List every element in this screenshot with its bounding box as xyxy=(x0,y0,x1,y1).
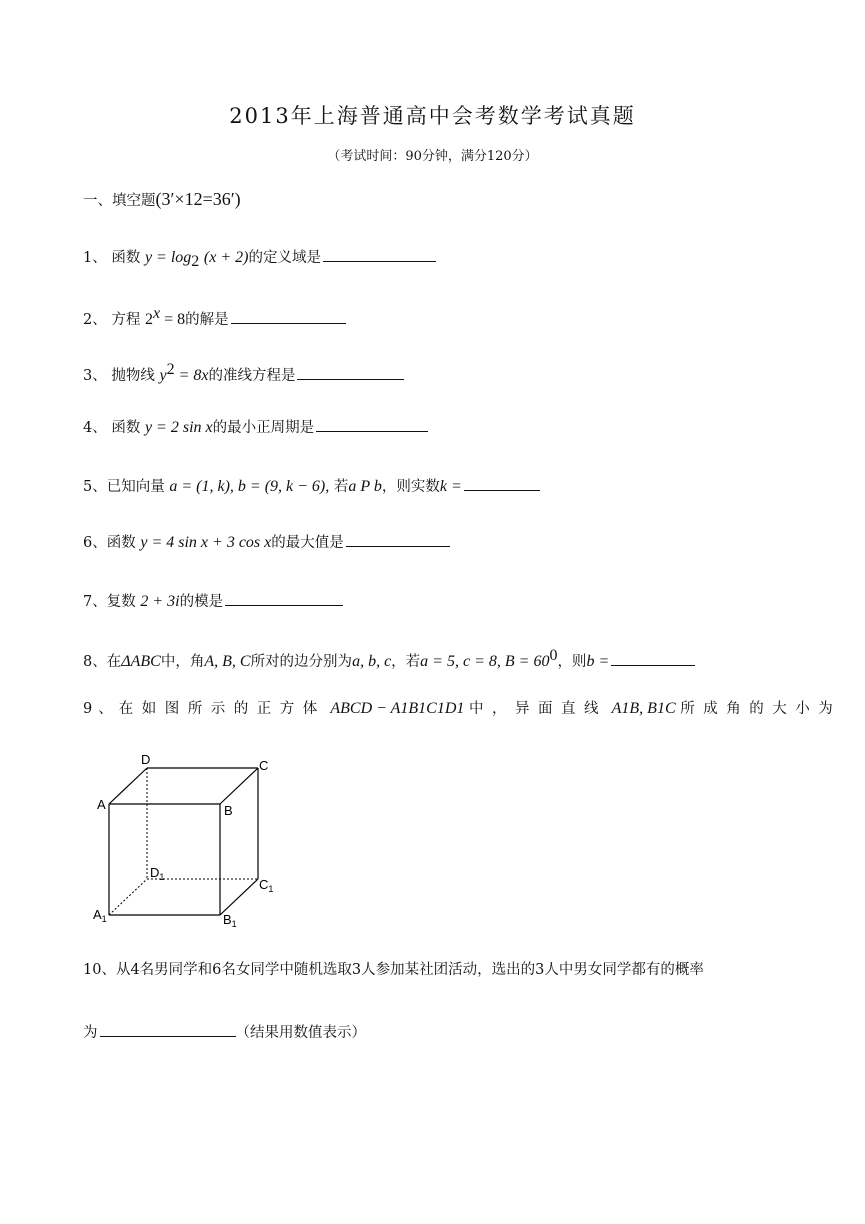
question-number: 4、 xyxy=(83,420,107,436)
question-number: 8、 xyxy=(83,653,107,670)
math-expression: y = log xyxy=(144,249,192,266)
answer-blank[interactable] xyxy=(297,361,404,380)
math-expression: A1B, B1C xyxy=(611,700,676,717)
vertex-label-C1: $C_1$ xyxy=(259,877,274,894)
question-text: 的模是 xyxy=(179,594,224,610)
question-8 xyxy=(83,644,695,674)
question-text: 若 xyxy=(333,479,349,495)
math-expression: a P b xyxy=(348,478,382,495)
section-heading xyxy=(83,187,241,213)
question-text: 中，异面直线 xyxy=(469,701,608,717)
question-number: 2、 xyxy=(83,311,107,328)
section-prefix: 一、填空题 xyxy=(83,193,156,209)
question-4 xyxy=(83,413,428,440)
answer-blank[interactable] xyxy=(231,305,346,324)
question-text: 的准线方程是 xyxy=(208,367,296,384)
question-text: 从4名男同学和6名女同学中随机选取3人参加某社团活动，选出的3人中男女同学都有的概率 xyxy=(115,962,704,978)
exam-info: （考试时间：90分钟，满分120分） xyxy=(327,149,538,164)
vertex-label-B1: $B_1$ xyxy=(223,912,237,929)
math-expression: b = xyxy=(586,652,610,670)
math-subscript: 2 xyxy=(191,252,200,270)
question-text: （结果用数值表示） xyxy=(235,1025,366,1041)
vertex-label-A: A xyxy=(97,797,106,812)
vertex-label-A1: $A_1$ xyxy=(93,907,107,924)
math-superscript: x xyxy=(152,305,161,322)
question-text: 抛物线 xyxy=(111,367,155,384)
question-number: 7、 xyxy=(83,594,107,610)
question-number: 5、 xyxy=(83,479,107,495)
edge-BC xyxy=(220,768,258,804)
math-expression: y = 2 sin x xyxy=(144,419,213,436)
cube-diagram xyxy=(88,750,288,935)
question-10 xyxy=(83,958,704,982)
math-superscript: 2 xyxy=(166,361,175,378)
math-expression: ΔABC xyxy=(121,652,161,670)
question-7 xyxy=(83,587,343,614)
question-text: 的最大值是 xyxy=(271,535,344,551)
question-text: 函数 xyxy=(106,535,136,551)
question-number: 9、 xyxy=(83,701,119,717)
question-text: 方程 xyxy=(111,311,141,328)
question-number: 3、 xyxy=(83,367,107,384)
edge-AD xyxy=(109,768,147,804)
question-number: 1、 xyxy=(83,250,107,266)
cube-figure xyxy=(88,750,288,935)
math-expression: 2 + 3i xyxy=(140,593,180,610)
answer-blank[interactable] xyxy=(225,587,343,606)
math-expression: (x + 2) xyxy=(203,249,249,266)
answer-blank[interactable] xyxy=(316,413,428,432)
vertex-label-D1: $D_1$ xyxy=(150,865,165,882)
page-title: 2013年上海普通高中会考数学考试真题 xyxy=(229,104,636,128)
question-text: 已知向量 xyxy=(106,479,165,495)
answer-blank[interactable] xyxy=(611,647,695,666)
vertex-label-C: C xyxy=(259,758,269,773)
question-text: ，则 xyxy=(557,653,587,670)
question-text: 的定义域是 xyxy=(248,250,321,266)
math-expression: a = (1, k), b = (9, k − 6), xyxy=(169,478,330,495)
section-score: (3′×12=36′) xyxy=(155,189,241,209)
question-2 xyxy=(83,302,346,332)
question-text: 复数 xyxy=(106,594,136,610)
math-expression: ABCD − A1B1C1D1 xyxy=(330,700,465,717)
question-text: 的解是 xyxy=(185,311,229,328)
answer-blank[interactable] xyxy=(464,472,540,491)
question-text: 所成角的大小为 xyxy=(680,701,842,717)
question-text: ，则实数 xyxy=(381,479,440,495)
vertex-label-B: B xyxy=(224,803,233,818)
answer-blank[interactable] xyxy=(100,1018,236,1037)
question-1 xyxy=(83,243,436,274)
question-text: 在 xyxy=(106,653,122,670)
question-9 xyxy=(83,697,842,721)
math-expression: a = 5, c = 8, B = 60 xyxy=(420,652,550,670)
math-superscript: 0 xyxy=(549,647,558,664)
edge-A1D1-hidden xyxy=(109,879,147,915)
question-text: 的最小正周期是 xyxy=(212,420,315,436)
question-10-line2 xyxy=(83,1018,366,1045)
question-6 xyxy=(83,528,450,555)
edge-B1C1 xyxy=(220,879,258,915)
question-text: 函数 xyxy=(111,250,141,266)
question-5 xyxy=(83,472,540,499)
question-number: 6、 xyxy=(83,535,107,551)
math-expression: A, B, C xyxy=(204,652,251,670)
math-expression: y = 4 sin x + 3 cos x xyxy=(140,534,272,551)
math-expression: = 8 xyxy=(160,310,186,328)
question-text: 为 xyxy=(83,1025,98,1041)
math-expression: a, b, c xyxy=(352,652,392,670)
question-text: 所对的边分别为 xyxy=(250,653,353,670)
answer-blank[interactable] xyxy=(323,243,436,262)
question-text: ，若 xyxy=(391,653,421,670)
math-expression: 2 xyxy=(144,310,153,328)
question-text: 在如图所示的正方体 xyxy=(118,701,326,717)
math-expression: y xyxy=(159,366,167,384)
question-number: 10、 xyxy=(83,962,116,978)
question-text: 函数 xyxy=(111,420,141,436)
answer-blank[interactable] xyxy=(346,528,450,547)
math-expression: k = xyxy=(439,478,462,495)
vertex-label-D: D xyxy=(141,752,151,767)
math-expression: = 8x xyxy=(174,366,209,384)
question-3 xyxy=(83,358,404,388)
question-text: 中，角 xyxy=(160,653,205,670)
